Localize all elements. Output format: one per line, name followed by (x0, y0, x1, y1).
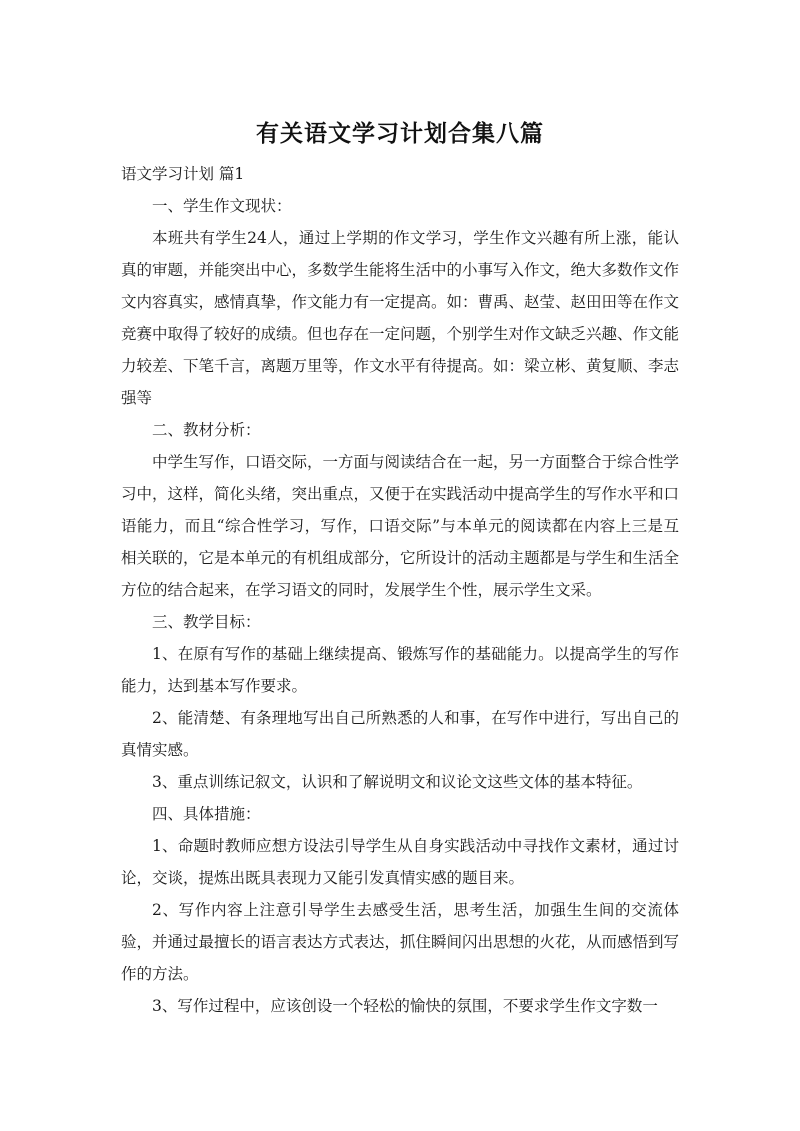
section-heading-1: 一、学生作文现状： (152, 197, 292, 215)
list-item: 3、重点训练记叙文，认识和了解说明文和议论文这些文体的基本特征。 (152, 773, 643, 791)
list-item: 2、写作内容上注意引导学生去感受生活，思考生活，加强生生间的交流体验，并通过最擅长的语言表达方式表达，抓住瞬间闪出思想的火花，从而感悟到写作的方法。 (121, 901, 680, 983)
list-item: 2、能清楚、有条理地写出自己所熟悉的人和事，在写作中进行，写出自己的真情实感。 (121, 709, 679, 759)
list-item: 3、写作过程中，应该创设一个轻松的愉快的氛围，不要求学生作文字数一 (152, 997, 658, 1015)
section-heading-2: 二、教材分析： (152, 421, 261, 439)
paragraph: 本班共有学生24人，通过上学期的作文学习，学生作文兴趣有所上涨，能认真的审题，并能突出中心，多数学生能将生活中的小事写入作文，绝大多数作文作文内容真实，感情真挚，作文能力有一定提高。如：曹禹、赵莹、赵田田等在作文竞赛中取得了较好的成绩。但也存在一定问题，个别学生对作文缺乏兴趣、作文能力较差、下笔千言，离题万里等，作文水平有待提高。如：梁立彬、黄复顺、李志强等 (121, 229, 680, 407)
document-body (121, 158, 679, 1022)
paragraph: 中学生写作，口语交际，一方面与阅读结合在一起，另一方面整合于综合性学习中，这样，简化头绪，突出重点，又便于在实践活动中提高学生的写作水平和口语能力，而且“综合性学习，写作，口语交际”与本单元的阅读都在内容上三是互相关联的，它是本单元的有机组成部分，它所设计的活动主题都是与学生和生活全方位的结合起来，在学习语文的同时，发展学生个性，展示学生文采。 (121, 453, 680, 599)
list-item: 1、在原有写作的基础上继续提高、锻炼写作的基础能力。以提高学生的写作能力，达到基本写作要求。 (121, 645, 679, 695)
document-title: 有关语文学习计划合集八篇 (256, 121, 544, 147)
section-heading-3: 三、教学目标： (152, 613, 261, 631)
section-heading-4: 四、具体措施： (152, 805, 261, 823)
list-item: 1、命题时教师应想方设法引导学生从自身实践活动中寻找作文素材，通过讨论，交谈，提炼出既具表现力又能引发真情实感的题目来。 (121, 837, 679, 887)
section-subtitle: 语文学习计划 篇1 (121, 165, 245, 183)
